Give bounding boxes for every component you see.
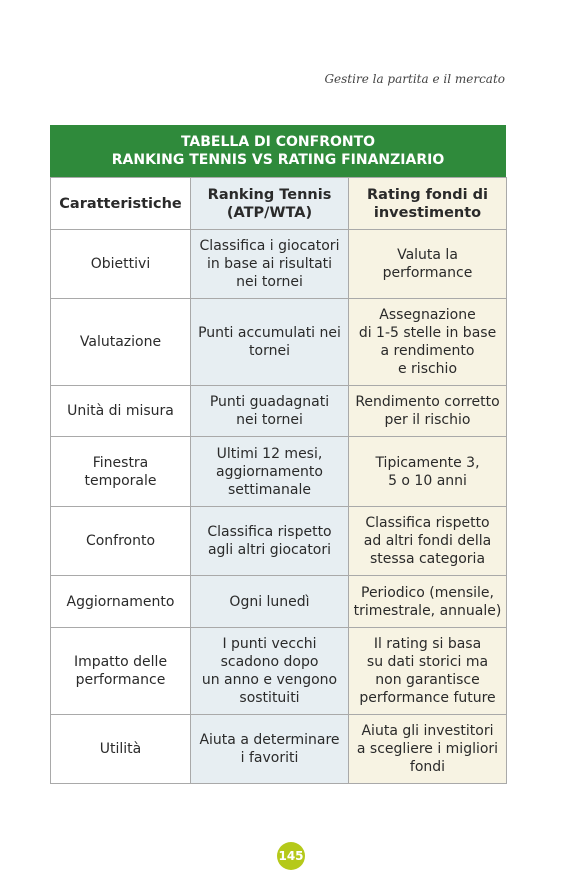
row-label: Aggiornamento: [51, 576, 191, 628]
row-label: Valutazione: [51, 299, 191, 386]
comparison-table: [50, 125, 506, 784]
running-head: Gestire la partita e il mercato: [324, 72, 505, 86]
header-ranking-tennis: [191, 178, 349, 230]
tennis-cell: Ultimi 12 mesi, aggiornamento settimanale: [191, 437, 349, 507]
row-label: Unità di misura: [51, 386, 191, 437]
header-label: Ranking Tennis (ATP/WTA): [207, 186, 332, 221]
header-rating-fondi: [349, 178, 507, 230]
fund-cell: Rendimento corretto per il rischio: [349, 386, 507, 437]
header-row: [51, 178, 507, 230]
fund-cell: Aiuta gli investitori a scegliere i migliori fondi: [349, 715, 507, 784]
tennis-cell: Classifica i giocatori in base ai risultati nei tornei: [191, 230, 349, 299]
fund-cell: Valuta la performance: [349, 230, 507, 299]
table-row: [51, 576, 507, 628]
fund-cell: Periodico (mensile, trimestrale, annuale): [349, 576, 507, 628]
row-label: Utilità: [51, 715, 191, 784]
header-label: Caratteristiche: [59, 195, 182, 212]
tennis-cell: Classifica rispetto agli altri giocatori: [191, 507, 349, 576]
table-title-line-1: TABELLA DI CONFRONTO: [180, 134, 376, 150]
row-label: Finestra temporale: [51, 437, 191, 507]
tennis-cell: I punti vecchi scadono dopo un anno e vengono sostituiti: [191, 628, 349, 715]
table-title-line-2: RANKING TENNIS VS RATING FINANZIARIO: [111, 152, 445, 168]
tennis-cell: Aiuta a determinare i favoriti: [191, 715, 349, 784]
tennis-cell: Punti guadagnati nei tornei: [191, 386, 349, 437]
table-row: [51, 386, 507, 437]
page-number-badge: [277, 842, 305, 870]
tennis-cell: Ogni lunedì: [191, 576, 349, 628]
fund-cell: Classifica rispetto ad altri fondi della stessa categoria: [349, 507, 507, 576]
row-label: Confronto: [51, 507, 191, 576]
fund-cell: Assegnazione di 1-5 stelle in base a rendimento e rischio: [349, 299, 507, 386]
table-row: [51, 299, 507, 386]
table-title: [50, 125, 506, 177]
table-row: [51, 628, 507, 715]
table-row: [51, 507, 507, 576]
fund-cell: Tipicamente 3, 5 o 10 anni: [349, 437, 507, 507]
header-caratteristiche: [51, 178, 191, 230]
table-row: [51, 715, 507, 784]
fund-cell: Il rating si basa su dati storici ma non garantisce performance future: [349, 628, 507, 715]
row-label: Impatto delle performance: [51, 628, 191, 715]
header-label: Rating fondi di investimento: [367, 186, 488, 221]
comparison-grid: [50, 177, 507, 784]
tennis-cell: Punti accumulati nei tornei: [191, 299, 349, 386]
table-row: [51, 230, 507, 299]
table-row: [51, 437, 507, 507]
page-number: 145: [278, 849, 304, 863]
row-label: Obiettivi: [51, 230, 191, 299]
